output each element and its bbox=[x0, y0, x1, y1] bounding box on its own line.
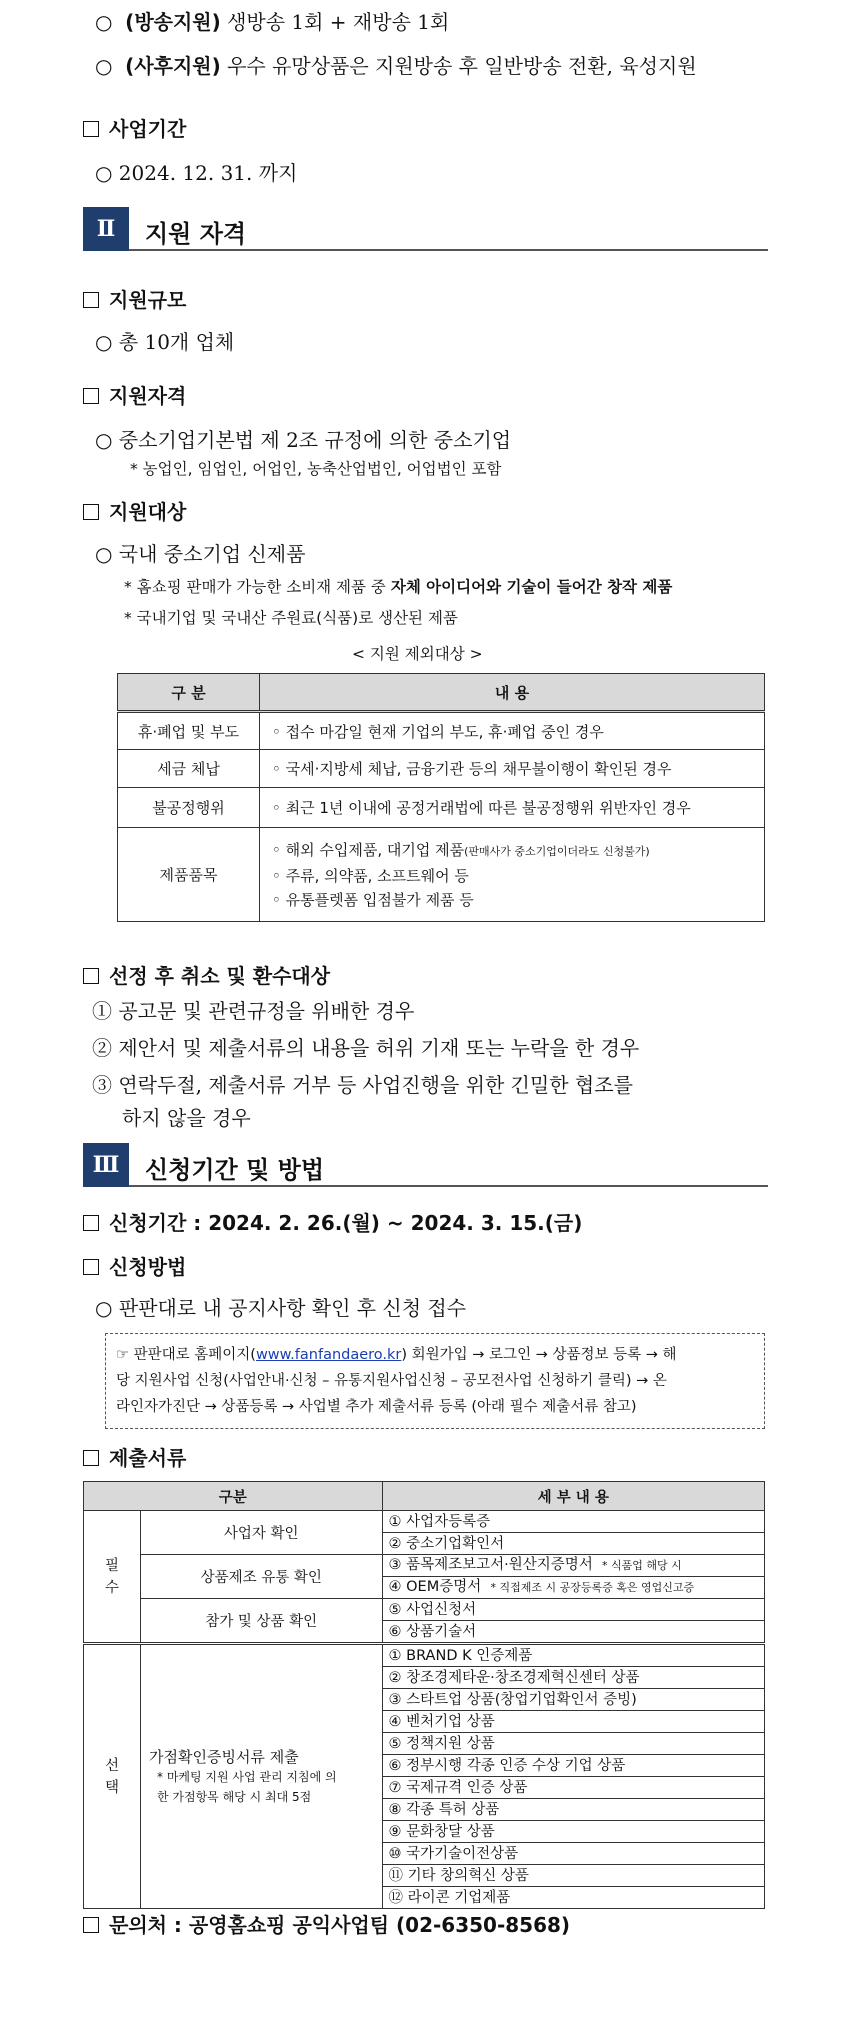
bullet-aftercare bbox=[95, 50, 697, 79]
table-row bbox=[84, 1555, 765, 1577]
cancel-item: ② 제안서 및 제출서류의 내용을 허위 기재 또는 누락을 한 경우 bbox=[92, 1036, 640, 1060]
checkbox-square-icon bbox=[83, 1215, 99, 1231]
group-name: 가점확인증빙서류 제출 bbox=[149, 1748, 299, 1766]
cancel-header: 선정 후 취소 및 환수대상 bbox=[83, 960, 330, 989]
doc-item: ⑦ 국제규격 인증 상품 bbox=[382, 1777, 764, 1799]
cancel-item: ① 공고문 및 관련규정을 위배한 경우 bbox=[92, 999, 415, 1023]
section-divider bbox=[129, 249, 768, 251]
checkbox-square-icon bbox=[83, 292, 99, 308]
doc-item: ④ 벤처기업 상품 bbox=[382, 1711, 764, 1733]
bullet-bold-label: (사후지원) bbox=[125, 54, 221, 78]
doc-item: ③ 품목제조보고서·원산지증명서 * 식품업 해당 시 bbox=[382, 1555, 764, 1577]
exclusion-table bbox=[117, 673, 765, 922]
homepage-link[interactable]: www.fanfandaero.kr bbox=[255, 1347, 402, 1363]
period-header: 사업기간 bbox=[83, 113, 186, 142]
qual-header: 지원자격 bbox=[83, 380, 186, 409]
doc-item: ⑤ 사업신청서 bbox=[382, 1599, 764, 1621]
table-row bbox=[84, 1511, 765, 1533]
doc-item: ⑤ 정책지원 상품 bbox=[382, 1733, 764, 1755]
table-header: 세 부 내 용 bbox=[382, 1482, 764, 1511]
contact-header: 문의처 : 공영홈쇼핑 공익사업팀 (02-6350-8568) bbox=[83, 1909, 570, 1938]
scale-line: ○ 총 10개 업체 bbox=[95, 330, 235, 354]
group-name: 사업자 확인 bbox=[141, 1511, 383, 1555]
section-number-badge: Ⅲ bbox=[83, 1143, 129, 1187]
qual-line: ○ 중소기업기본법 제 2조 규정에 의한 중소기업 bbox=[95, 428, 512, 452]
checkbox-square-icon bbox=[83, 1917, 99, 1933]
group-name: 참가 및 상품 확인 bbox=[141, 1599, 383, 1644]
cancel-item-continued: 하지 않을 경우 bbox=[122, 1106, 251, 1130]
bullet-mark: ○ bbox=[95, 10, 113, 34]
doc-item: ⑧ 각종 특허 상품 bbox=[382, 1799, 764, 1821]
doc-item: ③ 스타트업 상품(창업기업확인서 증빙) bbox=[382, 1689, 764, 1711]
checkbox-square-icon bbox=[83, 504, 99, 520]
required-label: 필 수 bbox=[84, 1511, 141, 1644]
checkbox-square-icon bbox=[83, 388, 99, 404]
cancel-item: ③ 연락두절, 제출서류 거부 등 사업진행을 위한 긴밀한 협조를 bbox=[92, 1073, 633, 1097]
section-divider bbox=[129, 1185, 768, 1187]
section-title: 지원 자격 bbox=[145, 220, 247, 248]
doc-item: ① BRAND K 인증제품 bbox=[382, 1644, 764, 1667]
doc-item: ② 창조경제타운·창조경제혁신센터 상품 bbox=[382, 1667, 764, 1689]
doc-item: ① 사업자등록증 bbox=[382, 1511, 764, 1533]
table-cell-category: 세금 체납 bbox=[118, 750, 260, 788]
doc-item: ⑪ 기타 창의혁신 상품 bbox=[382, 1865, 764, 1887]
doc-item: ④ OEM증명서 * 직접제조 시 공장등록증 혹은 영업신고증 bbox=[382, 1577, 764, 1599]
table-row bbox=[118, 788, 765, 828]
exclusion-title: < 지원 제외대상 > bbox=[352, 645, 483, 663]
bullet-broadcast bbox=[95, 6, 449, 35]
checkbox-square-icon bbox=[83, 1450, 99, 1466]
table-cell-content: ◦ 최근 1년 이내에 공정거래법에 따른 불공정행위 위반자인 경우 bbox=[260, 788, 765, 828]
bullet-bold-label: (방송지원) bbox=[125, 10, 221, 34]
optional-group bbox=[141, 1644, 383, 1909]
table-cell-category: 휴·폐업 및 부도 bbox=[118, 712, 260, 750]
optional-label: 선 택 bbox=[84, 1644, 141, 1909]
group-note: * 마케팅 지원 사업 관리 지침에 의한 가점항목 해당 시 최대 5점 bbox=[157, 1770, 337, 1804]
table-row bbox=[84, 1644, 765, 1667]
checkbox-square-icon bbox=[83, 968, 99, 984]
bullet-text: 생방송 1회 + 재방송 1회 bbox=[220, 10, 450, 34]
target-header: 지원대상 bbox=[83, 496, 186, 525]
table-cell-content: ◦ 해외 수입제품, 대기업 제품(판매사가 중소기업이더라도 신청불가) ◦ 주류, 의약품, 소프트웨어 등 ◦ 유통플렛폼 입점불가 제품 등 bbox=[260, 828, 765, 922]
table-cell-content: ◦ 접수 마감일 현재 기업의 부도, 휴·폐업 중인 경우 bbox=[260, 712, 765, 750]
doc-item: ⑫ 라이콘 기업제품 bbox=[382, 1887, 764, 1909]
doc-item: ⑥ 상품기술서 bbox=[382, 1621, 764, 1644]
table-cell-category: 불공정행위 bbox=[118, 788, 260, 828]
bullet-text: 우수 유망상품은 지원방송 후 일반방송 전환, 육성지원 bbox=[220, 54, 697, 78]
apply-method-line: ○ 판판대로 내 공지사항 확인 후 신청 접수 bbox=[95, 1296, 467, 1320]
section-title: 신청기간 및 방법 bbox=[145, 1156, 324, 1184]
target-line: ○ 국내 중소기업 신제품 bbox=[95, 542, 306, 566]
table-header: 구분 bbox=[84, 1482, 383, 1511]
table-row bbox=[118, 828, 765, 922]
period-line: ○ 2024. 12. 31. 까지 bbox=[95, 161, 298, 185]
doc-item: ② 중소기업확인서 bbox=[382, 1533, 764, 1555]
qual-note: * 농업인, 임업인, 어업인, 농축산업법인, 어업법인 포함 bbox=[130, 460, 502, 478]
doc-item: ⑨ 문화창달 상품 bbox=[382, 1821, 764, 1843]
table-cell-content: ◦ 국세·지방세 체납, 금융기관 등의 채무불이행이 확인된 경우 bbox=[260, 750, 765, 788]
target-note-1: * 홈쇼핑 판매가 가능한 소비재 제품 중 자체 아이디어와 기술이 들어간 창작 제품 bbox=[124, 578, 673, 596]
table-row bbox=[84, 1599, 765, 1621]
docs-header: 제출서류 bbox=[83, 1442, 186, 1471]
scale-header: 지원규모 bbox=[83, 284, 186, 313]
target-note-2: * 국내기업 및 국내산 주원료(식품)로 생산된 제품 bbox=[124, 609, 458, 627]
bullet-mark: ○ bbox=[95, 54, 113, 78]
doc-item: ⑩ 국가기술이전상품 bbox=[382, 1843, 764, 1865]
apply-method-header: 신청방법 bbox=[83, 1251, 186, 1280]
table-row bbox=[118, 712, 765, 750]
checkbox-square-icon bbox=[83, 1259, 99, 1275]
apply-period-header: 신청기간 : 2024. 2. 26.(월) ~ 2024. 3. 15.(금) bbox=[83, 1207, 582, 1236]
docs-table bbox=[83, 1481, 765, 1909]
table-cell-category: 제품품목 bbox=[118, 828, 260, 922]
apply-guide-box: ☞ 판판대로 홈페이지(www.fanfandaero.kr) 회원가입 → 로그인 → 상품정보 등록 → 해 당 지원사업 신청(사업안내·신청 – 유통지원사업신청 – 공모전사업 신청하기 클릭) → 온 라인자가진단 → 상품등록 → 사업별 추가 제출서류 등록 (아래 필수 제출서류 참고) bbox=[105, 1333, 765, 1429]
table-row bbox=[118, 750, 765, 788]
group-name: 상품제조 유통 확인 bbox=[141, 1555, 383, 1599]
table-header: 내 용 bbox=[260, 674, 765, 712]
section-number-badge: Ⅱ bbox=[83, 207, 129, 251]
checkbox-square-icon bbox=[83, 121, 99, 137]
table-header: 구 분 bbox=[118, 674, 260, 712]
doc-item: ⑥ 정부시행 각종 인증 수상 기업 상품 bbox=[382, 1755, 764, 1777]
